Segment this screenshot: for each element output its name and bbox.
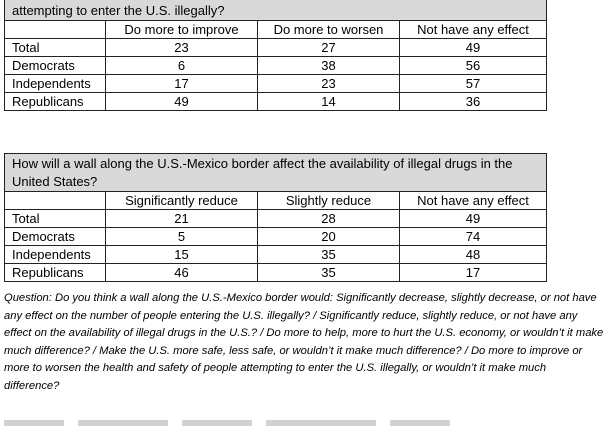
row-label: Total [5,39,106,57]
column-header: Do more to worsen [258,21,400,39]
row-label: Republicans [5,264,106,282]
header-row [5,21,547,39]
row-label: Total [5,210,106,228]
row-label: Independents [5,75,106,93]
table-cell: 5 [106,228,258,246]
column-header: Not have any effect [400,192,547,210]
table-cell: 74 [400,228,547,246]
question-note: Question: Do you think a wall along the U.S.-Mexico border would: Significantly decrease, slightly decrease, or not have any effect on the number of people entering the U.S. illegally? / Significantly reduce, slightly reduce, or not have any effect on the availability of illegal drugs in the U.S.? / Do more to help, more to hurt the U.S. economy, or wouldn’t it make much difference? / Make the U.S. more safe, less safe, or wouldn’t it make much difference? / Do more to improve or more to worsen the health and safety of people attempting to enter the U.S. illegally, or wouldn’t it make much difference? [4,292,604,392]
table-cell: 35 [258,264,400,282]
table-cell: 49 [400,210,547,228]
column-header: Slightly reduce [258,192,400,210]
table-row [5,264,547,282]
table-cell: 56 [400,57,547,75]
table-cell: 28 [258,210,400,228]
table-cell: 57 [400,75,547,93]
table-cell: 15 [106,246,258,264]
table-row [5,75,547,93]
table-cell: 6 [106,57,258,75]
table-row [5,246,547,264]
table-row [5,39,547,57]
clipped-text-line [4,419,544,426]
table-cell: 36 [400,93,547,111]
table-cell: 17 [106,75,258,93]
row-label: Republicans [5,93,106,111]
table-cell: 49 [106,93,258,111]
column-header [5,192,106,210]
row-label: Independents [5,246,106,264]
table-cell: 17 [400,264,547,282]
column-header: Not have any effect [400,21,547,39]
table-cell: 38 [258,57,400,75]
table-cell: 46 [106,264,258,282]
table-cell: 35 [258,246,400,264]
row-label: Democrats [5,57,106,75]
row-label: Democrats [5,228,106,246]
table-row [5,93,547,111]
table-cell: 23 [258,75,400,93]
table-cell: 48 [400,246,547,264]
table-cell: 49 [400,39,547,57]
column-header: Do more to improve [106,21,258,39]
table-row [5,228,547,246]
illegal-drugs-table [4,153,547,282]
column-header: Significantly reduce [106,192,258,210]
table-row [5,210,547,228]
column-header [5,21,106,39]
table-cell: 14 [258,93,400,111]
header-row [5,192,547,210]
health-safety-table [4,0,547,111]
table-row [5,57,547,75]
table-cell: 21 [106,210,258,228]
table-cell: 27 [258,39,400,57]
table-cell: 23 [106,39,258,57]
table-title: How will a wall along the U.S.-Mexico border affect the availability of illegal drugs in the United States? [5,154,547,192]
table-cell: 20 [258,228,400,246]
table-title: attempting to enter the U.S. illegally? [5,0,547,21]
